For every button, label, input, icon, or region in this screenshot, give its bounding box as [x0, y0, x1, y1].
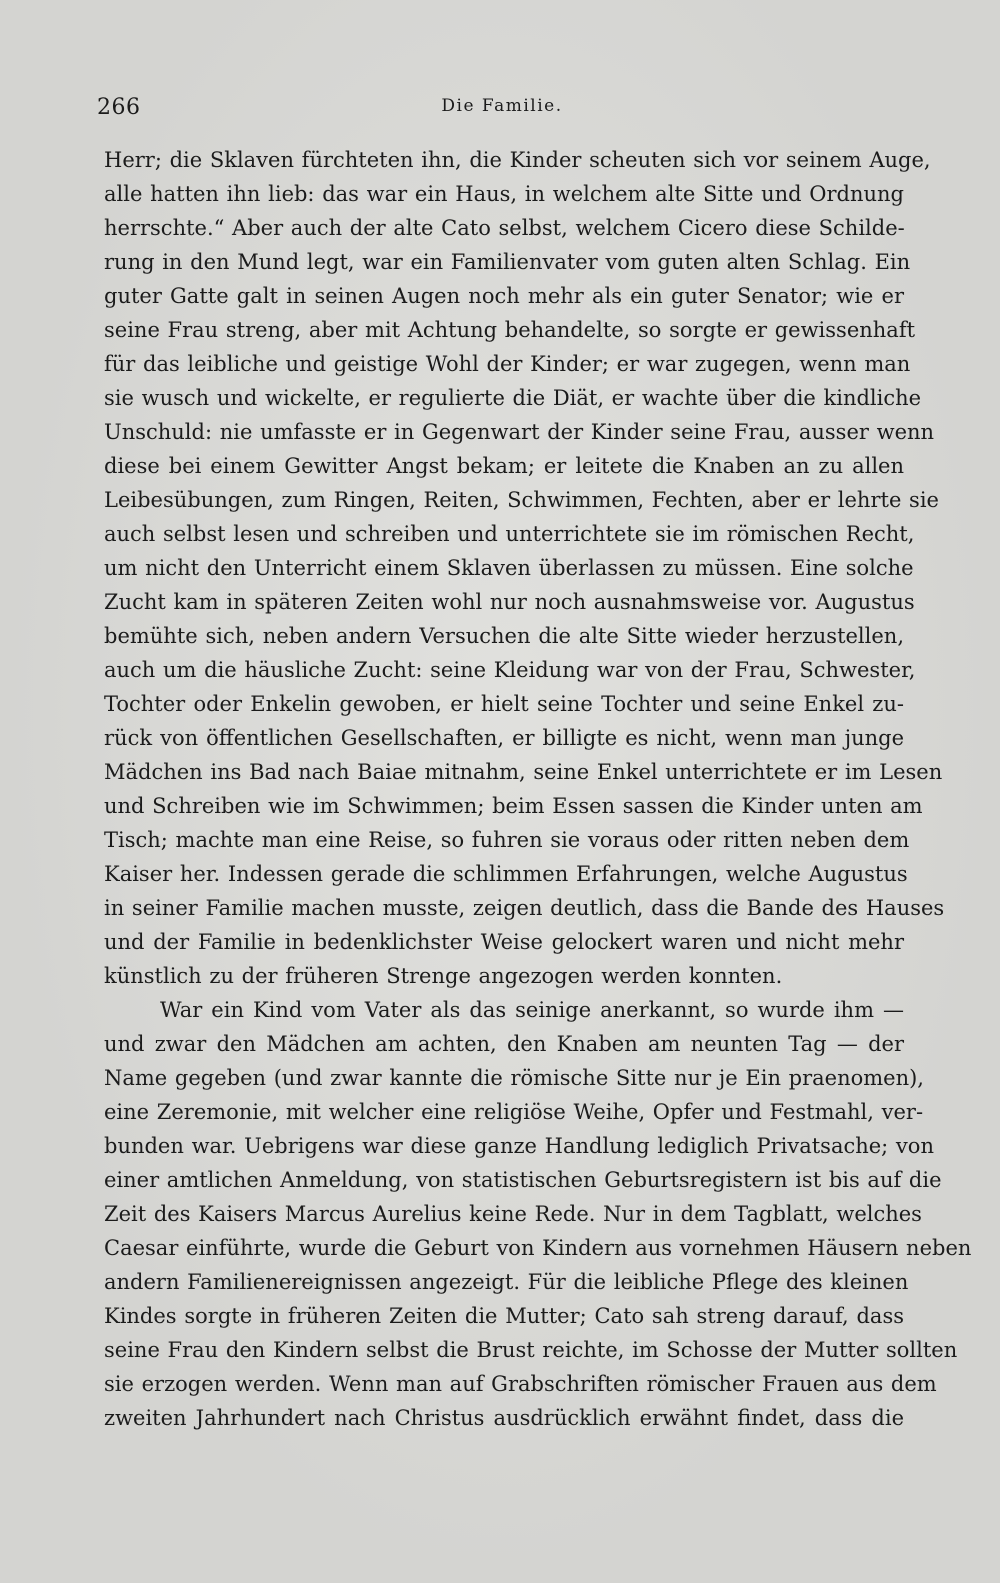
text-line: Leibesübungen, zum Ringen, Reiten, Schwimmen, Fechten, aber er lehrte sie [104, 488, 939, 512]
text-line: einer amtlichen Anmeldung, von statistischen Geburtsregistern ist bis auf die [104, 1168, 942, 1192]
text-line: seine Frau den Kindern selbst die Brust reichte, im Schosse der Mutter sollten [104, 1338, 958, 1362]
text-line: um nicht den Unterricht einem Sklaven überlassen zu müssen. Eine solche [104, 556, 914, 580]
text-line: und Schreiben wie im Schwimmen; beim Essen sassen die Kinder unten am [104, 794, 923, 818]
text-line: Herr; die Sklaven fürchteten ihn, die Kinder scheuten sich vor seinem Auge, [104, 148, 931, 172]
text-line: Zeit des Kaisers Marcus Aurelius keine Rede. Nur in dem Tagblatt, welches [104, 1202, 922, 1226]
text-line: guter Gatte galt in seinen Augen noch mehr als ein guter Senator; wie er [104, 284, 904, 308]
text-line: künstlich zu der früheren Strenge angezogen werden konnten. [104, 964, 783, 988]
text-line: Unschuld: nie umfasste er in Gegenwart der Kinder seine Frau, ausser wenn [104, 420, 935, 444]
text-line: Caesar einführte, wurde die Geburt von Kindern aus vornehmen Häusern neben [104, 1236, 972, 1260]
text-line: Mädchen ins Bad nach Baiae mitnahm, seine Enkel unterrichtete er im Lesen [104, 760, 943, 784]
text-line: Kindes sorgte in früheren Zeiten die Mutter; Cato sah streng darauf, dass [104, 1304, 904, 1328]
text-line: War ein Kind vom Vater als das seinige anerkannt, so wurde ihm — [160, 998, 904, 1022]
text-line: diese bei einem Gewitter Angst bekam; er leitete die Knaben an zu allen [104, 454, 904, 478]
text-line: Kaiser her. Indessen gerade die schlimmen Erfahrungen, welche Augustus [104, 862, 908, 886]
text-line: Zucht kam in späteren Zeiten wohl nur noch ausnahmsweise vor. Augustus [104, 590, 915, 614]
text-line: auch selbst lesen und schreiben und unterrichtete sie im römischen Recht, [104, 522, 915, 546]
text-line: rung in den Mund legt, war ein Familienvater vom guten alten Schlag. Ein [104, 250, 911, 274]
text-line: herrschte.“ Aber auch der alte Cato selbst, welchem Cicero diese Schilde- [104, 216, 905, 240]
text-line: bemühte sich, neben andern Versuchen die alte Sitte wieder herzustellen, [104, 624, 904, 648]
text-line: und zwar den Mädchen am achten, den Knaben am neunten Tag — der [104, 1032, 904, 1056]
text-line: in seiner Familie machen musste, zeigen deutlich, dass die Bande des Hauses [104, 896, 945, 920]
text-line: bunden war. Uebrigens war diese ganze Handlung lediglich Privatsache; von [104, 1134, 934, 1158]
text-line: Name gegeben (und zwar kannte die römische Sitte nur je Ein praenomen), [104, 1066, 924, 1090]
page-number: 266 [97, 95, 141, 120]
text-line: sie wusch und wickelte, er regulierte die Diät, er wachte über die kindliche [104, 386, 922, 410]
text-line: rück von öffentlichen Gesellschaften, er billigte es nicht, wenn man junge [104, 726, 904, 750]
text-line: eine Zeremonie, mit welcher eine religiöse Weihe, Opfer und Festmahl, ver- [104, 1100, 924, 1124]
text-line: sie erzogen werden. Wenn man auf Grabschriften römischer Frauen aus dem [104, 1372, 937, 1396]
text-line: Tochter oder Enkelin gewoben, er hielt seine Tochter und seine Enkel zu- [104, 692, 904, 716]
running-title: Die Familie. [441, 96, 563, 116]
text-line: zweiten Jahrhundert nach Christus ausdrücklich erwähnt findet, dass die [104, 1406, 904, 1430]
text-line: für das leibliche und geistige Wohl der Kinder; er war zugegen, wenn man [104, 352, 911, 376]
text-line: und der Familie in bedenklichster Weise gelockert waren und nicht mehr [104, 930, 904, 954]
text-line: auch um die häusliche Zucht: seine Kleidung war von der Frau, Schwester, [104, 658, 916, 682]
text-line: alle hatten ihn lieb: das war ein Haus, in welchem alte Sitte und Ordnung [104, 182, 904, 206]
text-line: seine Frau streng, aber mit Achtung behandelte, so sorgte er gewissenhaft [104, 318, 916, 342]
text-line: andern Familienereignissen angezeigt. Für die leibliche Pflege des kleinen [104, 1270, 909, 1294]
text-line: Tisch; machte man eine Reise, so fuhren sie voraus oder ritten neben dem [104, 828, 910, 852]
